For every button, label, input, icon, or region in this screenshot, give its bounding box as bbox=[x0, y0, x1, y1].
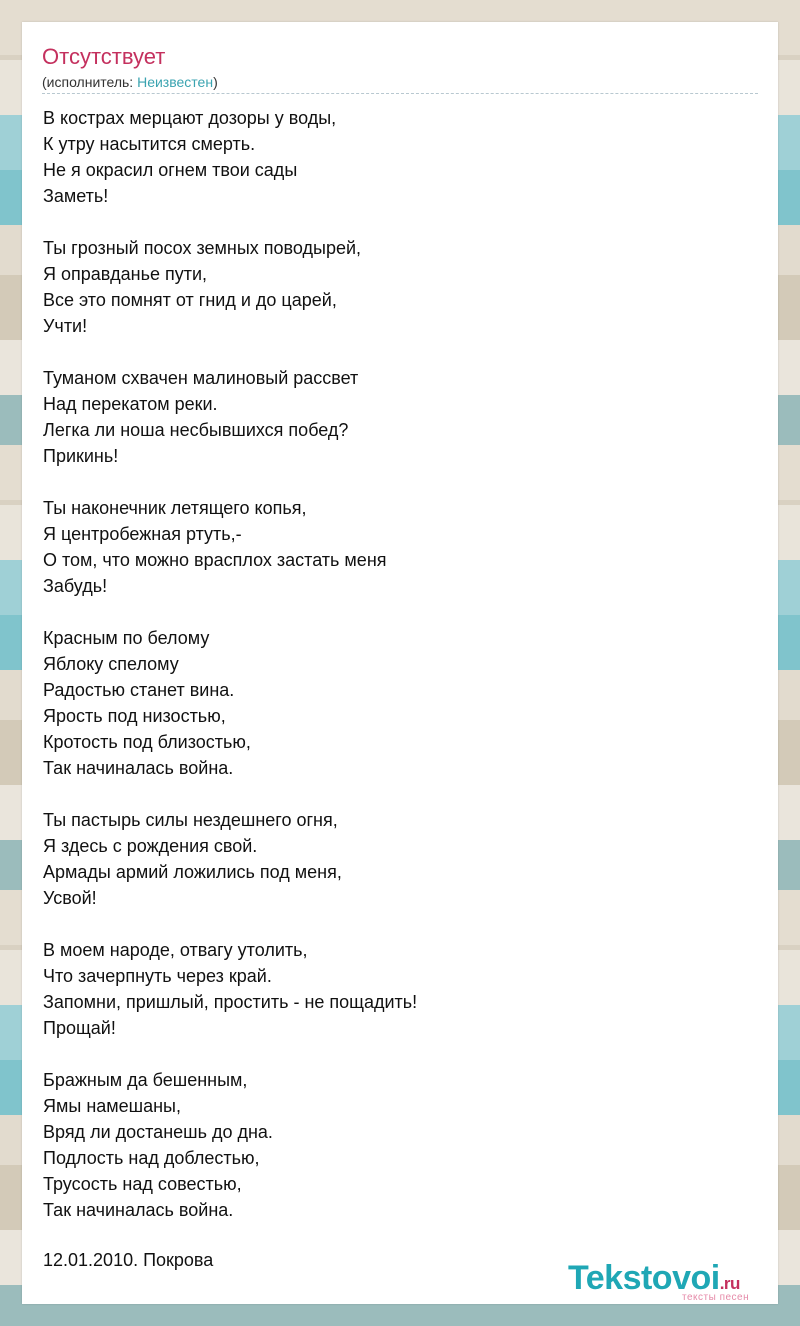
lyrics-line: В моем народе, отвагу утолить, bbox=[43, 940, 308, 960]
song-title: Отсутствует bbox=[42, 44, 166, 69]
lyrics-stanza bbox=[43, 365, 743, 469]
lyrics-line: Запомни, пришлый, простить - не пощадить! bbox=[43, 992, 418, 1012]
lyrics-line: Туманом схвачен малиновый рассвет bbox=[43, 368, 359, 388]
artist-link[interactable]: Неизвестен bbox=[137, 74, 214, 90]
lyrics-line: Прикинь! bbox=[43, 446, 119, 466]
title-divider bbox=[42, 93, 758, 94]
lyrics-stanza bbox=[43, 937, 743, 1041]
lyrics-line: К утру насытится смерть. bbox=[43, 134, 256, 154]
lyrics-line: Все это помнят от гнид и до царей, bbox=[43, 290, 337, 310]
lyrics-line: Яблоку спелому bbox=[43, 654, 179, 674]
lyrics-line: Бражным да бешенным, bbox=[43, 1070, 248, 1090]
lyrics-line: Вряд ли достанешь до дна. bbox=[43, 1122, 273, 1142]
lyrics-line: Подлость над доблестью, bbox=[43, 1148, 260, 1168]
lyrics-stanza bbox=[43, 105, 743, 209]
lyrics-line: Я оправданье пути, bbox=[43, 264, 208, 284]
lyrics-line: Так начиналась война. bbox=[43, 758, 234, 778]
lyrics-line: В кострах мерцают дозоры у воды, bbox=[43, 108, 337, 128]
lyrics-line: Ярость под низостью, bbox=[43, 706, 226, 726]
lyrics-line: Ты пастырь силы нездешнего огня, bbox=[43, 810, 338, 830]
logo-tld: .ru bbox=[719, 1274, 740, 1293]
lyrics-stanza bbox=[43, 625, 743, 781]
lyrics-line: О том, что можно врасплох застать меня bbox=[43, 550, 387, 570]
lyrics-line: Армады армий ложились под меня, bbox=[43, 862, 342, 882]
lyrics-line: Прощай! bbox=[43, 1018, 116, 1038]
lyrics-line: Красным по белому bbox=[43, 628, 210, 648]
lyrics-body bbox=[43, 105, 743, 1249]
lyrics-stanza bbox=[43, 495, 743, 599]
site-logo[interactable] bbox=[568, 1258, 778, 1306]
lyrics-line: Учти! bbox=[43, 316, 88, 336]
artist-suffix: ) bbox=[213, 74, 218, 90]
lyrics-line: Ямы намешаны, bbox=[43, 1096, 181, 1116]
lyrics-card bbox=[22, 22, 778, 1304]
lyrics-footer: 12.01.2010. Покрова bbox=[43, 1250, 214, 1270]
lyrics-line: Так начиналась война. bbox=[43, 1200, 234, 1220]
lyrics-line: Усвой! bbox=[43, 888, 97, 908]
lyrics-stanza bbox=[43, 235, 743, 339]
lyrics-line: Я здесь с рождения свой. bbox=[43, 836, 258, 856]
lyrics-line: Не я окрасил огнем твои сады bbox=[43, 160, 298, 180]
lyrics-line: Ты наконечник летящего копья, bbox=[43, 498, 307, 518]
lyrics-stanza bbox=[43, 1067, 743, 1223]
lyrics-line: Что зачерпнуть через край. bbox=[43, 966, 272, 986]
logo-subtitle: тексты песен bbox=[682, 1292, 750, 1303]
lyrics-stanza bbox=[43, 807, 743, 911]
artist-line bbox=[42, 73, 218, 91]
lyrics-line: Заметь! bbox=[43, 186, 109, 206]
lyrics-line: Я центробежная ртуть,- bbox=[43, 524, 242, 544]
artist-prefix: (исполнитель: bbox=[42, 74, 138, 90]
lyrics-line: Трусость над совестью, bbox=[43, 1174, 242, 1194]
lyrics-line: Над перекатом реки. bbox=[43, 394, 218, 414]
lyrics-line: Легка ли ноша несбывшихся побед? bbox=[43, 420, 349, 440]
lyrics-line: Забудь! bbox=[43, 576, 108, 596]
lyrics-line: Ты грозный посох земных поводырей, bbox=[43, 238, 362, 258]
logo-main-text: Tekstovoi bbox=[568, 1259, 720, 1297]
lyrics-line: Радостью станет вина. bbox=[43, 680, 235, 700]
lyrics-line: Кротость под близостью, bbox=[43, 732, 251, 752]
